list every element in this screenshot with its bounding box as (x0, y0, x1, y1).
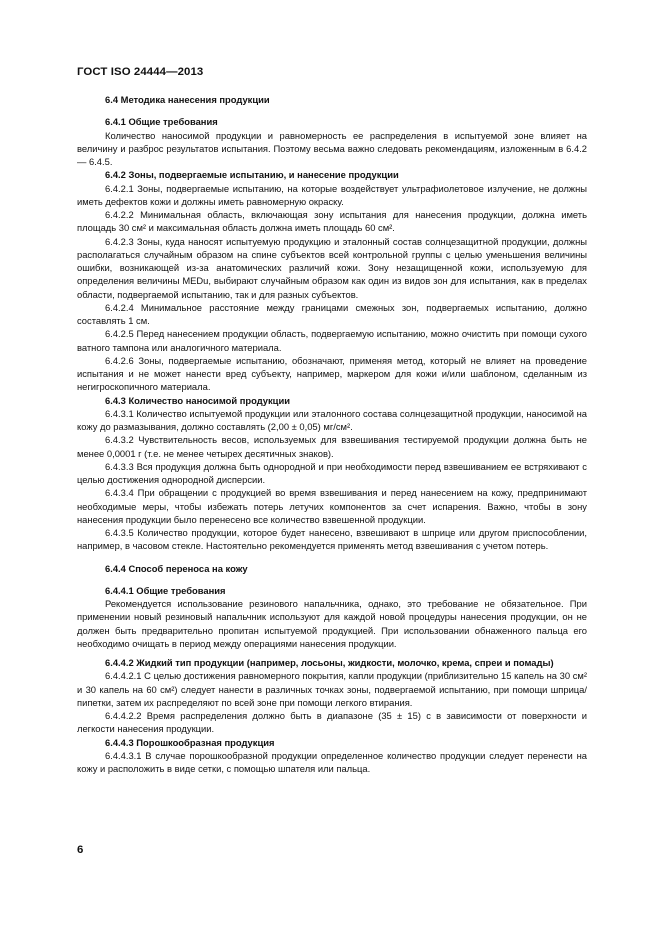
body-paragraph: Рекомендуется использование резинового напальчника, однако, это требование не обязательное. При применении новый резиновый напальчник используют для каждой новой процедуры нанесения продукции, он не должен быть предварительно пропитан испытуемой продукцией. При использовании обнаженного пальца его необходимо очищать в период между операциями нанесения продукции. (77, 598, 587, 649)
body-paragraph: 6.4.3.1 Количество испытуемой продукции или эталонного состава солнцезащитной продукции, наносимой на кожу до размазывания, должно составлять (2,00 ± 0,05) мг/см². (77, 407, 587, 432)
body-paragraph: 6.4.3.3 Вся продукция должна быть однородной и при необходимости перед взвешиванием ее встряхивают с целью достижения однородной дисперсии. (77, 460, 587, 485)
body-paragraph: 6.4.2.2 Минимальная область, включающая зону испытания для нанесения продукции, должна иметь площадь 30 см² и максимальная область должна иметь площадь 60 см². (77, 209, 587, 234)
section-heading: 6.4.4.2 Жидкий тип продукции (например, лосьоны, жидкости, молочко, крема, спреи и помады) (105, 657, 554, 668)
body-paragraph: 6.4.2.6 Зоны, подвергаемые испытанию, обозначают, применяя метод, который не влияет на проведение испытания и не может нанести вред субъекту, например, маркером для кожи и/или шаблоном, сделанным из негигроскопичного материала. (77, 354, 587, 393)
body-paragraph: Количество наносимой продукции и равномерность ее распределения в испытуемой зоне влияет на величину и разброс результатов испытания. Поэтому весьма важно следовать рекомендациям, изложенным в 6.4.2 — 6.4.5. (77, 129, 587, 167)
body-paragraph: 6.4.2.5 Перед нанесением продукции область, подвергаемую испытанию, можно очистить при помощи сухого ватного тампона или аналогичного материала. (77, 328, 587, 353)
body-paragraph: 6.4.4.3.1 В случае порошкообразной продукции определенное количество продукции следует перенести на кожу и расположить в виде сетки, с помощью шпателя или пальца. (77, 749, 587, 774)
section-heading: 6.4 Методика нанесения продукции (105, 94, 270, 105)
body-paragraph: 6.4.2.4 Минимальное расстояние между границами смежных зон, подвергаемых испытанию, должно составлять 1 см. (77, 301, 587, 326)
body-paragraph: 6.4.3.4 При обращении с продукцией во время взвешивания и перед нанесением на кожу, предпринимают необходимые меры, чтобы избежать потерь летучих компонентов за счет испарения. Важно, чтобы в зону нанесения продукции было перенесено все количество взвешенной продукции. (77, 487, 587, 525)
section-heading: 6.4.4 Способ переноса на кожу (105, 562, 248, 574)
body-paragraph: 6.4.3.2 Чувствительность весов, используемых для взвешивания тестируемой продукции должна быть не менее 0,0001 г (т.е. не менее четырех десятичных знаков). (77, 434, 587, 459)
section-heading: 6.4.1 Общие требования (105, 116, 218, 128)
body-paragraph: 6.4.2.1 Зоны, подвергаемые испытанию, на которые воздействует ультрафиолетовое излучение, не должны иметь дефектов кожи и должны иметь равномерную окраску. (77, 182, 587, 207)
body-paragraph: 6.4.4.2.1 С целью достижения равномерного покрытия, капли продукции (приблизительно 15 капель на 30 см² и 30 капель на 60 см²) следует нанести в различных точках зоны, подвергаемой испытанию, при помощи шприца/пипетки, затем их распределяют по всей зоне при помощи легкого втирания. (77, 670, 587, 708)
body-paragraph: 6.4.4.2.2 Время распределения должно быть в диапазоне (35 ± 15) с в зависимости от поверхности и легкости нанесения продукции. (77, 710, 587, 735)
section-heading: 6.4.4.1 Общие требования (105, 584, 226, 596)
body-paragraph: 6.4.2.3 Зоны, куда наносят испытуемую продукцию и эталонный состав солнцезащитной продукции, должны располагаться случайным образом на спине субъектов всей контрольной группы с целью уменьшения величины ошибки, возникающей из-за анатомических различий кожи. Зону незащищенной кожи, используемую для определения величины MEDu, выбирают случайным образом как один из видов зон для испытания, как в пределах области, подвергаемой испытанию, так и для разных субъектов. (77, 235, 587, 300)
standard-header: ГОСТ ISO 24444—2013 (77, 66, 204, 78)
section-heading: 6.4.4.3 Порошкообразная продукция (105, 736, 275, 748)
document-body (77, 93, 587, 775)
body-paragraph: 6.4.3.5 Количество продукции, которое будет нанесено, взвешивают в шприце или другом приспособлении, например, в часовом стекле. Настоятельно рекомендуется применять метод взвешивания с учетом потерь. (77, 527, 587, 552)
section-heading: 6.4.3 Количество наносимой продукции (105, 394, 290, 406)
section-heading: 6.4.2 Зоны, подвергаемые испытанию, и нанесение продукции (105, 169, 399, 181)
page-number: 6 (77, 844, 84, 856)
